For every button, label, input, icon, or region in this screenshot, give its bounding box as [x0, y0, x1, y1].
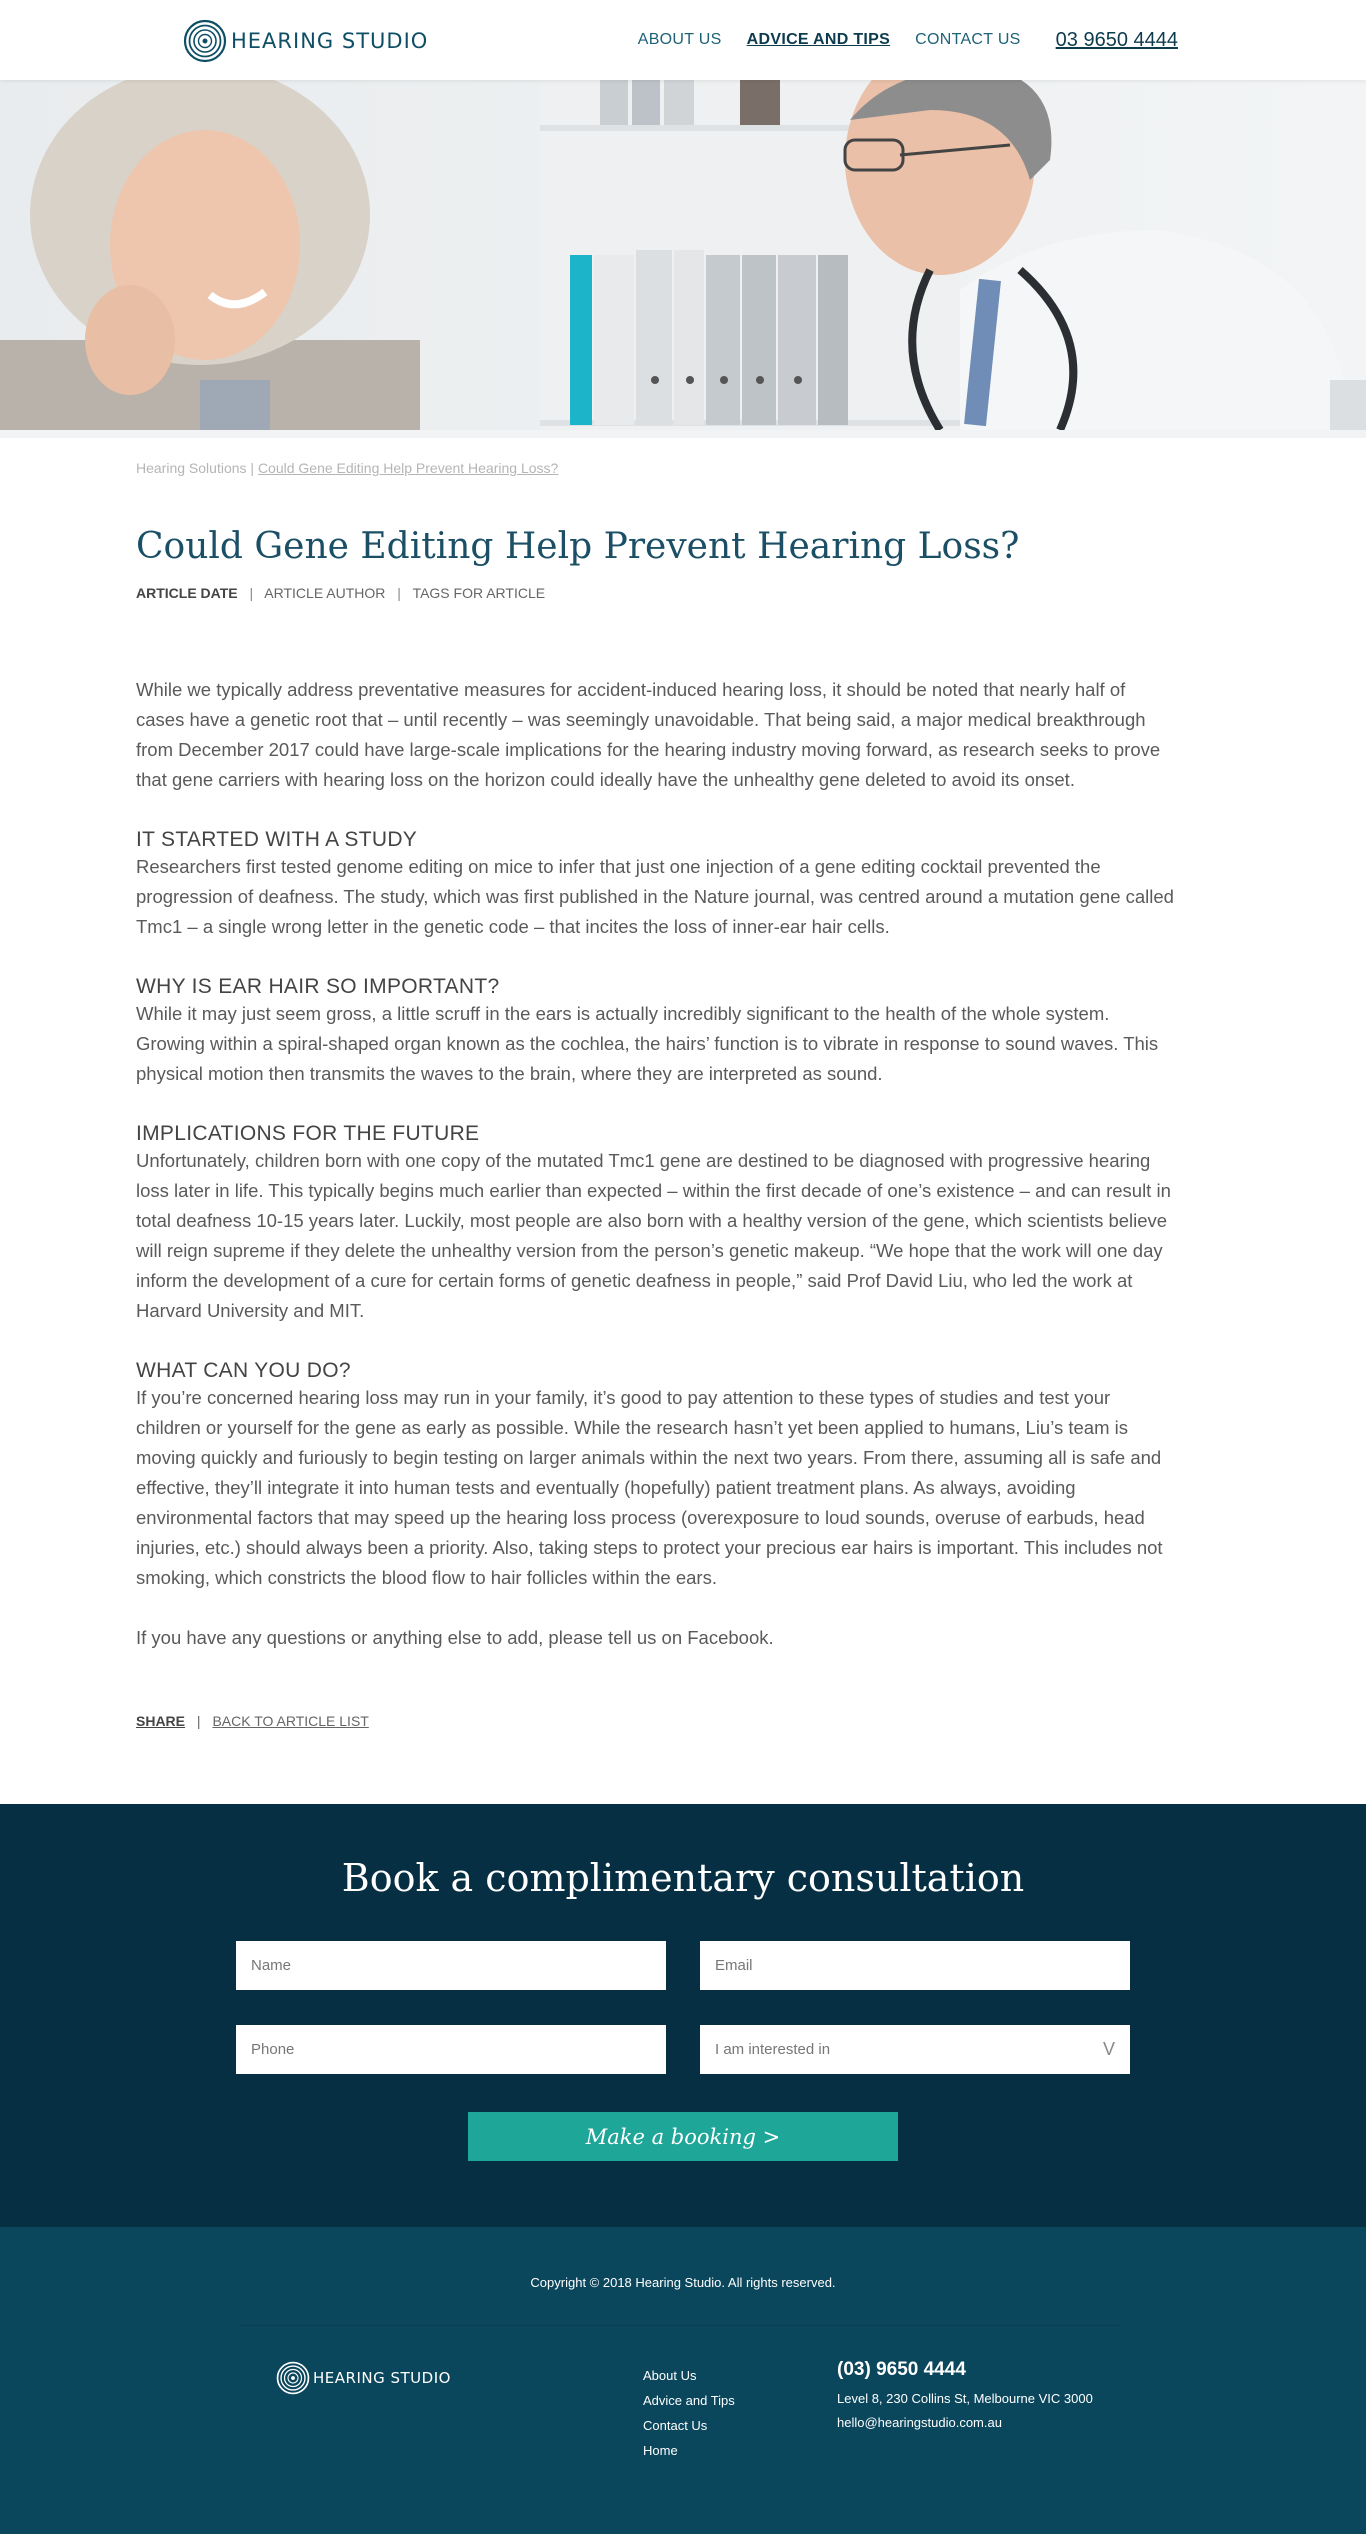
section-text: Unfortunately, children born with one copy of the mutated Tmc1 gene are destined to be diagnosed with progressive hearing loss later in life. This typically begins much earlier than expected – within the first decade of one’s existence – and can result in total deafness 10-15 years later. Luckily, most people are also born with a healthy version of the gene, which scientists believe will reign supreme if they delete the unhealthy version from the person’s genetic makeup. “We hope that the work will one day inform the development of a cure for certain forms of genetic deafness in people,” said Prof David Liu, who led the work at Harvard University and MIT. — [136, 1150, 1171, 1321]
section-text: While it may just seem gross, a little scruff in the ears is actually incredibly significant to the health of the whole system. Growing within a spiral-shaped organ known as the cochlea, the hairs’ function is to vibrate in response to sound waves. This physical motion then transmits the waves to the brain, where they are interpreted as sound. — [136, 1003, 1159, 1084]
article-title: Could Gene Editing Help Prevent Hearing Loss? — [136, 526, 1020, 567]
section-heading: IMPLICATIONS FOR THE FUTURE — [136, 1122, 480, 1145]
article-date: ARTICLE DATE — [136, 585, 238, 601]
section-heading: WHAT CAN YOU DO? — [136, 1359, 351, 1382]
meta-separator: | — [397, 585, 401, 601]
site-header — [0, 0, 1366, 80]
footer-link-advice-and-tips[interactable]: Advice and Tips — [643, 2393, 735, 2408]
section-heading: IT STARTED WITH A STUDY — [136, 828, 418, 851]
section-heading: WHY IS EAR HAIR SO IMPORTANT? — [136, 975, 500, 998]
booking-title: Book a complimentary consultation — [341, 1856, 1025, 1900]
article — [0, 526, 1230, 1729]
breadcrumb-current[interactable]: Could Gene Editing Help Prevent Hearing Loss? — [257, 460, 559, 476]
logo-link[interactable] — [183, 19, 428, 63]
name-placeholder: Name — [251, 1957, 292, 1974]
article-tags: TAGS FOR ARTICLE — [412, 585, 546, 601]
footer-link-contact-us[interactable]: Contact Us — [643, 2418, 708, 2433]
article-closing: If you have any questions or anything else to add, please tell us on Facebook. — [136, 1627, 774, 1648]
nav-about-us[interactable]: ABOUT US — [637, 31, 722, 48]
hero-image — [0, 80, 1366, 430]
footer-logo[interactable] — [276, 2361, 451, 2395]
meta-separator: | — [249, 585, 254, 601]
footer-separator: | — [196, 1713, 201, 1729]
logo-icon — [183, 19, 227, 63]
phone-field[interactable] — [236, 2025, 666, 2074]
breadcrumb-root[interactable]: Hearing Solutions — [136, 460, 247, 476]
footer-contact — [837, 2359, 1093, 2430]
interest-placeholder: I am interested in — [715, 2041, 831, 2058]
article-author: ARTICLE AUTHOR — [264, 585, 386, 601]
back-to-article-list-link[interactable]: BACK TO ARTICLE LIST — [212, 1713, 369, 1729]
copyright: Copyright © 2018 Hearing Studio. All rights reserved. — [530, 2275, 836, 2290]
make-booking-button[interactable]: Make a booking > — [468, 2112, 898, 2161]
name-field[interactable] — [236, 1941, 666, 1990]
section-text: Researchers first tested genome editing on mice to infer that just one injection of a gene editing cocktail prevented the progression of deafness. The study, which was first published in the Nature journal, was centred around a mutation gene called Tmc1 – a single wrong letter in the genetic code – that incites the loss of inner-ear hair cells. — [136, 856, 1174, 937]
breadcrumb-separator: | — [250, 460, 255, 476]
chevron-down-icon: V — [1102, 2039, 1115, 2059]
site-footer — [0, 2227, 1366, 2534]
article-meta — [136, 585, 1230, 601]
article-body — [136, 675, 1174, 1653]
share-link[interactable]: SHARE — [136, 1713, 186, 1729]
footer-logo-icon — [276, 2361, 310, 2395]
booking-section — [0, 1804, 1366, 2227]
article-footer — [136, 1713, 1230, 1729]
footer-links — [643, 2363, 735, 2463]
section-text: If you’re concerned hearing loss may run in your family, it’s good to pay attention to these types of studies and test your children or yourself for the gene as early as possible. While the research hasn’t yet been applied to humans, Liu’s team is moving quickly and furiously to begin testing on larger animals within the next two years. From there, assuming all is safe and effective, they’ll integrate it into human tests and eventually (hopefully) patient treatment plans. As always, avoiding environmental factors that may speed up the hearing loss process (overexposure to loud sounds, overuse of earbuds, head injuries, etc.) should always been a priority. Also, taking steps to protect your precious ear hairs is important. This includes not smoking, which constricts the blood flow to hair follicles within the ears. — [136, 1387, 1163, 1588]
logo-text: HEARING STUDIO — [231, 29, 429, 53]
footer-link-about-us[interactable]: About Us — [643, 2368, 697, 2383]
footer-email[interactable]: hello@hearingstudio.com.au — [837, 2415, 1002, 2430]
footer-link-home[interactable]: Home — [643, 2443, 678, 2458]
hero-illustration — [0, 80, 1366, 430]
email-field[interactable] — [700, 1941, 1130, 1990]
footer-address: Level 8, 230 Collins St, Melbourne VIC 3000 — [837, 2391, 1093, 2406]
interest-select[interactable] — [700, 2025, 1130, 2074]
main-nav — [638, 0, 1366, 80]
nav-contact-us[interactable]: CONTACT US — [915, 31, 1021, 48]
footer-phone[interactable]: (03) 9650 4444 — [837, 2359, 966, 2380]
phone-placeholder: Phone — [251, 2041, 295, 2058]
email-placeholder: Email — [715, 1957, 753, 1974]
hero-divider — [0, 430, 1366, 438]
breadcrumb — [136, 460, 1366, 476]
footer-logo-text: HEARING STUDIO — [313, 2369, 451, 2387]
footer-divider — [240, 2325, 1120, 2326]
article-intro: While we typically address preventative measures for accident-induced hearing loss, it should be noted that nearly half of cases have a genetic root that – until recently – was seemingly unavoidable. That being said, a major medical breakthrough from December 2017 could have large-scale implications for the hearing industry moving forward, as research seeks to prove that gene carriers with hearing loss on the horizon could ideally have the unhealthy gene deleted to avoid its onset. — [136, 679, 1161, 790]
header-phone[interactable]: 03 9650 4444 — [1055, 28, 1178, 51]
nav-advice-and-tips[interactable]: ADVICE AND TIPS — [746, 31, 891, 48]
